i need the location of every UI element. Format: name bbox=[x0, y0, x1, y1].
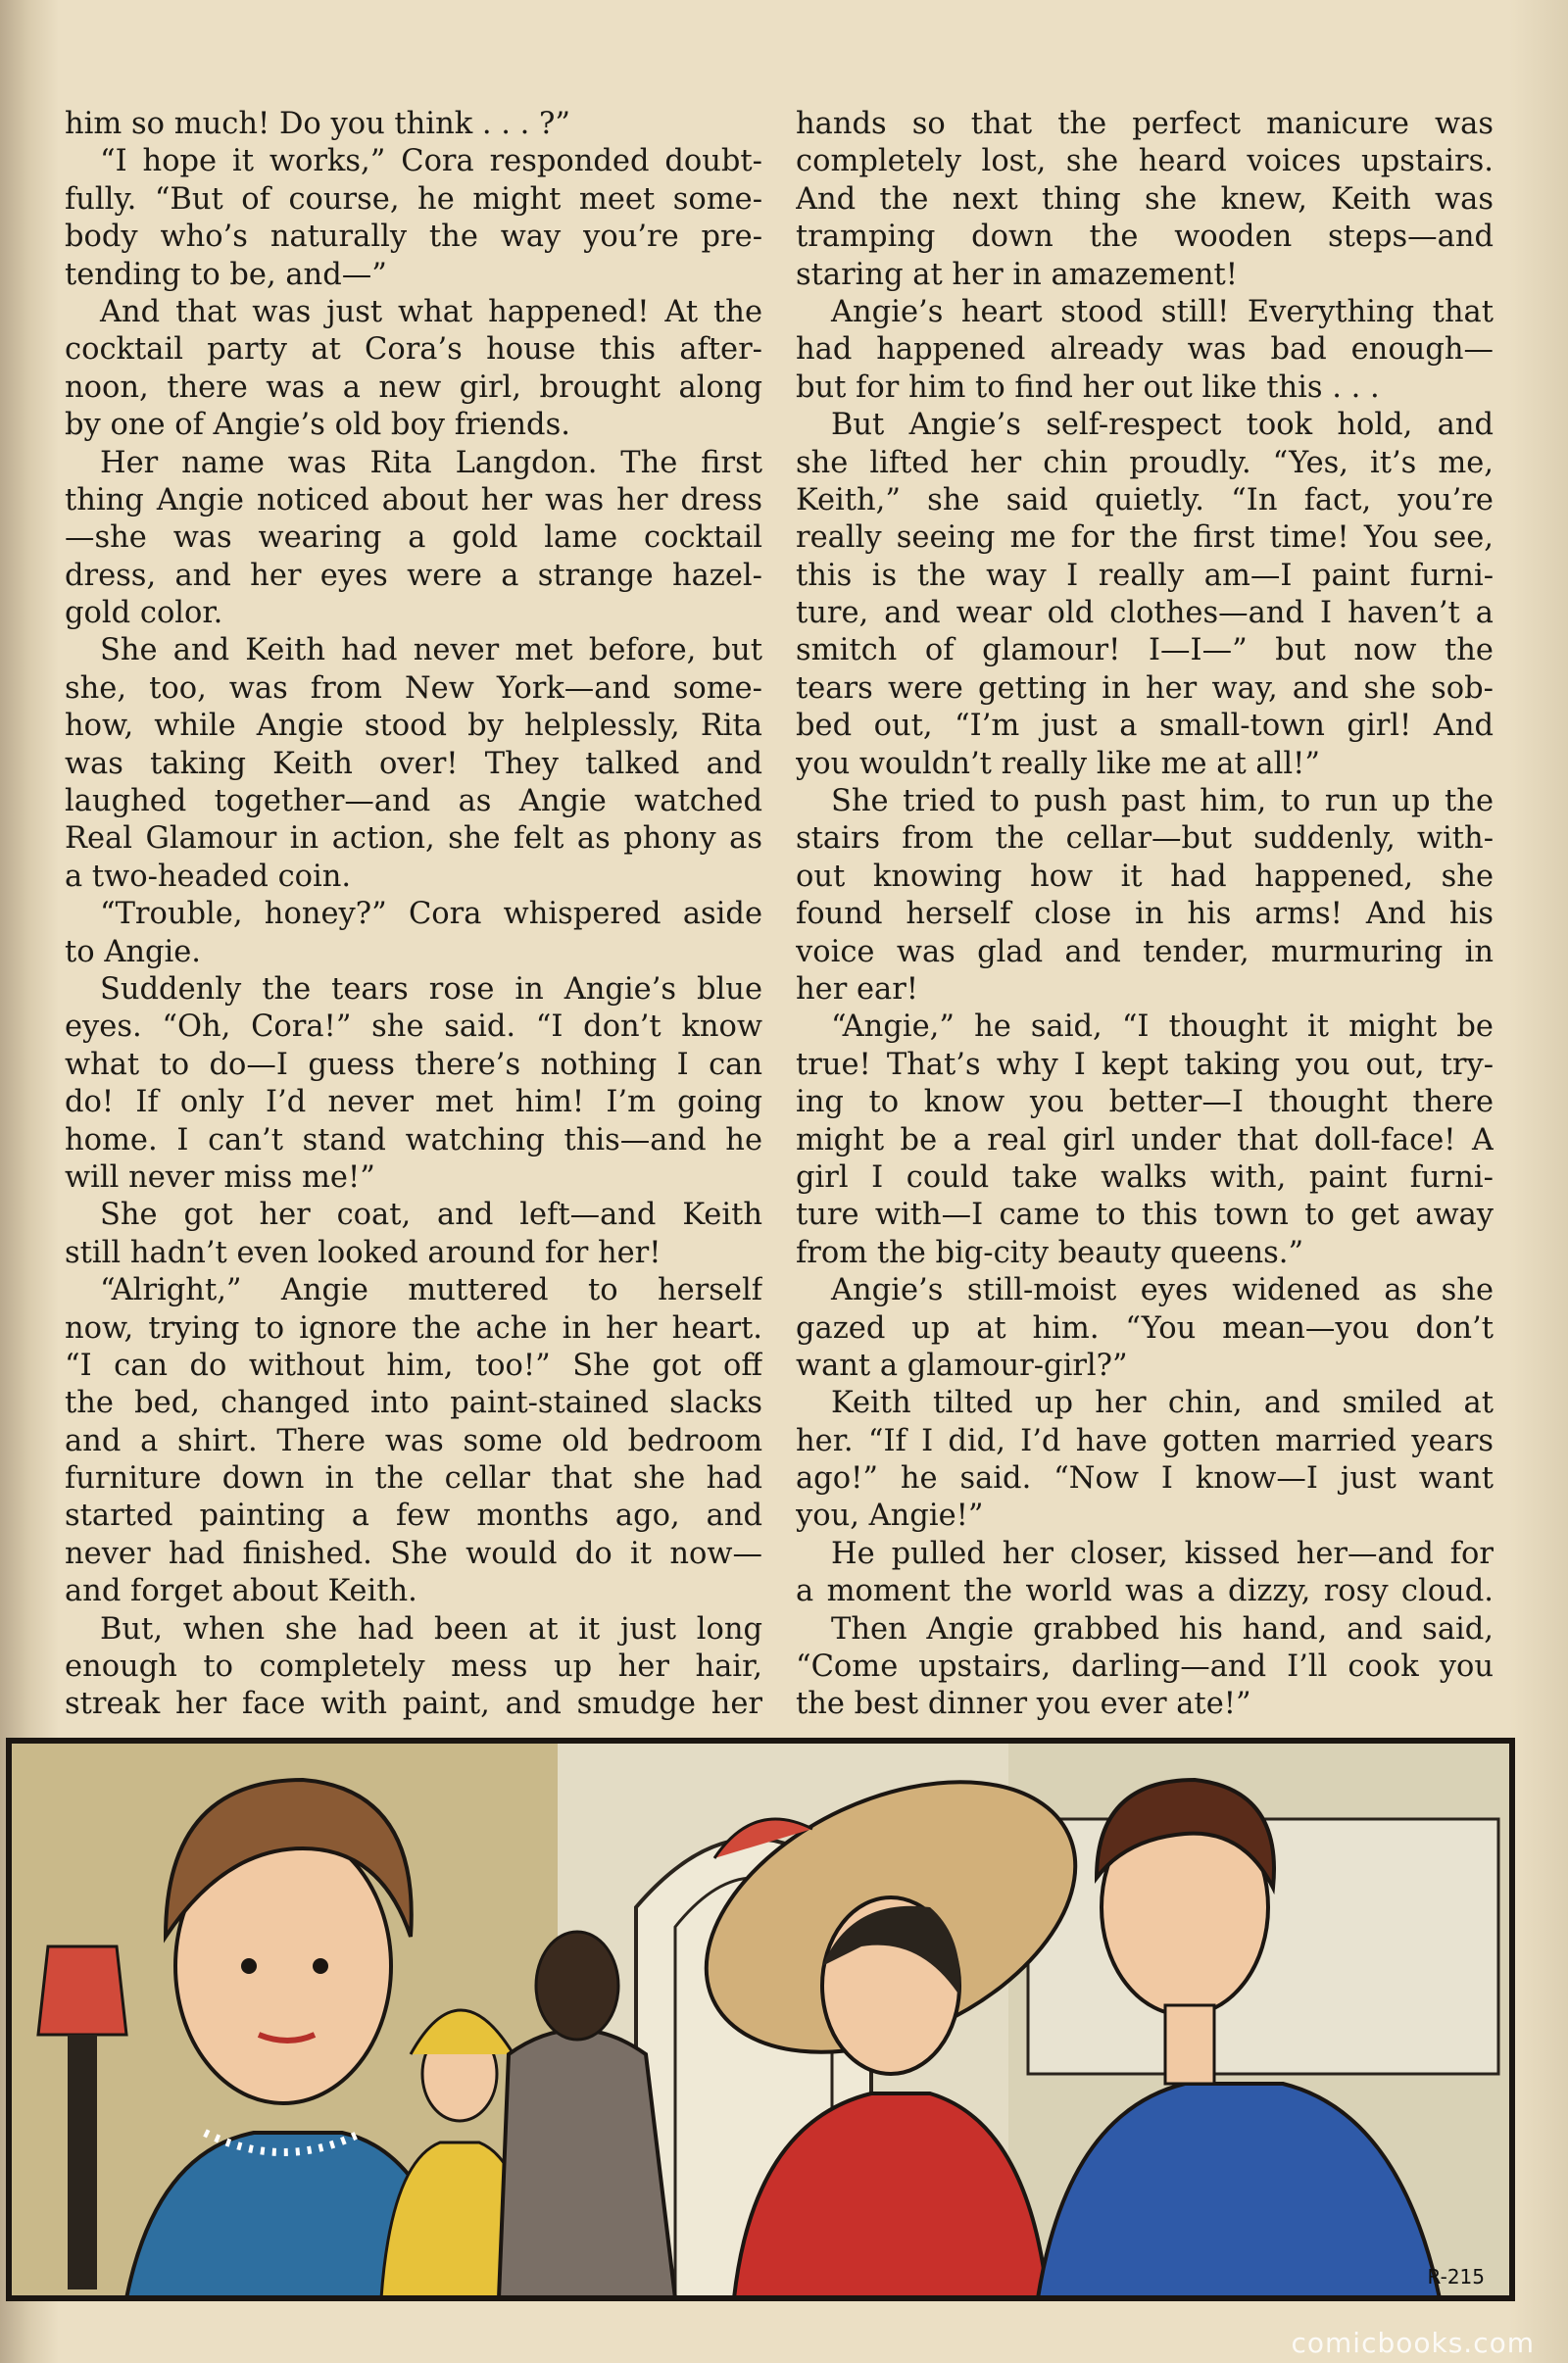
right-text-column bbox=[796, 106, 1494, 1733]
text-line: how, while Angie stood by helplessly, Rita bbox=[65, 709, 762, 744]
text-line: “I hope it works,” Cora responded doubt- bbox=[100, 144, 762, 179]
text-line: She tried to push past him, to run up the bbox=[831, 784, 1494, 819]
text-line: Angie’s still-moist eyes widened as she bbox=[831, 1273, 1494, 1308]
text-line: never had finished. She would do it now— bbox=[65, 1536, 762, 1571]
text-line: She got her coat, and left—and Keith bbox=[100, 1198, 762, 1233]
text-line: from the big-city beauty queens.” bbox=[796, 1235, 1304, 1270]
text-line: laughed together—and as Angie watched bbox=[65, 784, 762, 819]
text-line: gold color. bbox=[65, 596, 223, 631]
text-line: him so much! Do you think . . . ?” bbox=[65, 107, 570, 141]
text-line: body who’s naturally the way you’re pre- bbox=[65, 220, 762, 255]
text-line: eyes. “Oh, Cora!” she said. “I don’t know bbox=[65, 1009, 762, 1045]
text-line: still hadn’t even looked around for her! bbox=[65, 1235, 662, 1270]
text-line: the bed, changed into paint-stained slacks bbox=[65, 1386, 762, 1421]
text-line: ture with—I came to this town to get away bbox=[796, 1198, 1494, 1233]
text-line: by one of Angie’s old boy friends. bbox=[65, 408, 570, 443]
text-line: ing to know you better—I thought there bbox=[796, 1085, 1494, 1120]
text-line: ture, and wear old clothes—and I haven’t a bbox=[796, 596, 1494, 631]
text-line: now, trying to ignore the ache in her heart. bbox=[65, 1310, 762, 1346]
text-line: a moment the world was a dizzy, rosy cloud. bbox=[796, 1574, 1494, 1609]
text-line: “Trouble, honey?” Cora whispered aside bbox=[100, 897, 762, 932]
art-code-label: R-215 bbox=[1427, 2265, 1485, 2289]
text-line: you, Angie!” bbox=[796, 1499, 984, 1534]
text-line: and forget about Keith. bbox=[65, 1574, 417, 1609]
text-line: tending to be, and—” bbox=[65, 257, 387, 292]
text-line: furniture down in the cellar that she had bbox=[65, 1461, 762, 1497]
text-line: Angie’s heart stood still! Everything that bbox=[831, 294, 1494, 329]
text-line: she lifted her chin proudly. “Yes, it’s me, bbox=[796, 445, 1494, 480]
text-line: bed out, “I’m just a small-town girl! And bbox=[796, 709, 1494, 744]
text-line: cocktail party at Cora’s house this after- bbox=[65, 332, 762, 368]
comic-illustration-panel bbox=[6, 1738, 1515, 2301]
text-line: started painting a few months ago, and bbox=[65, 1499, 762, 1534]
text-line: true! That’s why I kept taking you out, try- bbox=[796, 1047, 1494, 1082]
text-line: voice was glad and tender, murmuring in bbox=[796, 934, 1494, 969]
text-line: do! If only I’d never met him! I’m going bbox=[65, 1085, 762, 1120]
text-line: Keith,” she said quietly. “In fact, you’re bbox=[796, 482, 1494, 517]
text-line: out knowing how it had happened, she bbox=[796, 859, 1494, 894]
text-line: was taking Keith over! They talked and bbox=[65, 746, 762, 781]
text-line: But Angie’s self-respect took hold, and bbox=[831, 408, 1494, 443]
text-line: she, too, was from New York—and some- bbox=[65, 670, 762, 706]
text-line: “Come upstairs, darling—and I’ll cook you bbox=[796, 1649, 1494, 1685]
text-line: this is the way I really am—I paint furni- bbox=[796, 558, 1494, 593]
text-line: the best dinner you ever ate!” bbox=[796, 1687, 1251, 1722]
text-line: a two-headed coin. bbox=[65, 859, 352, 894]
text-line: will never miss me!” bbox=[65, 1159, 375, 1195]
text-line: really seeing me for the first time! You see, bbox=[796, 520, 1494, 556]
text-line: had happened already was bad enough— bbox=[796, 332, 1494, 368]
text-line: And the next thing she knew, Keith was bbox=[796, 181, 1494, 217]
text-line: thing Angie noticed about her was her dress bbox=[65, 482, 762, 517]
text-line: Her name was Rita Langdon. The first bbox=[100, 445, 762, 480]
text-line: tears were getting in her way, and she sob- bbox=[796, 670, 1494, 706]
text-line: —she was wearing a gold lame cocktail bbox=[65, 520, 762, 556]
text-line: But, when she had been at it just long bbox=[100, 1611, 762, 1647]
text-line: hands so that the perfect manicure was bbox=[796, 107, 1494, 141]
text-line: Keith tilted up her chin, and smiled at bbox=[831, 1386, 1494, 1421]
text-line: And that was just what happened! At the bbox=[100, 294, 762, 329]
left-text-column bbox=[65, 106, 762, 1733]
text-line: tramping down the wooden steps—and bbox=[796, 220, 1494, 255]
text-line: streak her face with paint, and smudge her bbox=[65, 1687, 762, 1722]
text-line: dress, and her eyes were a strange hazel- bbox=[65, 558, 762, 593]
text-line: Suddenly the tears rose in Angie’s blue bbox=[100, 971, 762, 1007]
text-line: staring at her in amazement! bbox=[796, 257, 1239, 292]
text-line: her ear! bbox=[796, 971, 919, 1007]
text-line: Then Angie grabbed his hand, and said, bbox=[831, 1611, 1494, 1647]
text-line: noon, there was a new girl, brought along bbox=[65, 369, 762, 405]
text-line: smitch of glamour! I—I—” but now the bbox=[796, 633, 1494, 668]
text-line: enough to completely mess up her hair, bbox=[65, 1649, 762, 1685]
text-line: girl I could take walks with, paint furni- bbox=[796, 1159, 1494, 1195]
text-line: her. “If I did, I’d have gotten married years bbox=[796, 1423, 1494, 1458]
text-line: He pulled her closer, kissed her—and for bbox=[831, 1536, 1494, 1571]
text-line: Real Glamour in action, she felt as phony as bbox=[65, 821, 762, 857]
text-line: what to do—I guess there’s nothing I can bbox=[65, 1047, 762, 1082]
text-line: you wouldn’t really like me at all!” bbox=[796, 746, 1320, 781]
text-line: to Angie. bbox=[65, 934, 202, 969]
text-line: completely lost, she heard voices upstairs. bbox=[796, 144, 1494, 179]
text-line: “I can do without him, too!” She got off bbox=[65, 1348, 762, 1383]
text-line: and a shirt. There was some old bedroom bbox=[65, 1423, 762, 1458]
text-line: might be a real girl under that doll-face! A bbox=[796, 1122, 1494, 1157]
text-line: “Alright,” Angie muttered to herself bbox=[100, 1273, 762, 1308]
text-line: She and Keith had never met before, but bbox=[100, 633, 762, 668]
text-line: gazed up at him. “You mean—you don’t bbox=[796, 1310, 1494, 1346]
panel-artwork bbox=[9, 1741, 1512, 2298]
site-watermark: comicbooks.com bbox=[1291, 2327, 1535, 2359]
text-line: want a glamour-girl?” bbox=[796, 1348, 1128, 1383]
text-line: but for him to find her out like this . . . bbox=[796, 369, 1380, 405]
text-line: found herself close in his arms! And his bbox=[796, 897, 1494, 932]
text-line: fully. “But of course, he might meet some- bbox=[65, 181, 762, 217]
text-line: stairs from the cellar—but suddenly, with- bbox=[796, 821, 1494, 857]
text-line: “Angie,” he said, “I thought it might be bbox=[831, 1009, 1494, 1045]
text-line: home. I can’t stand watching this—and he bbox=[65, 1122, 762, 1157]
text-line: ago!” he said. “Now I know—I just want bbox=[796, 1461, 1494, 1497]
